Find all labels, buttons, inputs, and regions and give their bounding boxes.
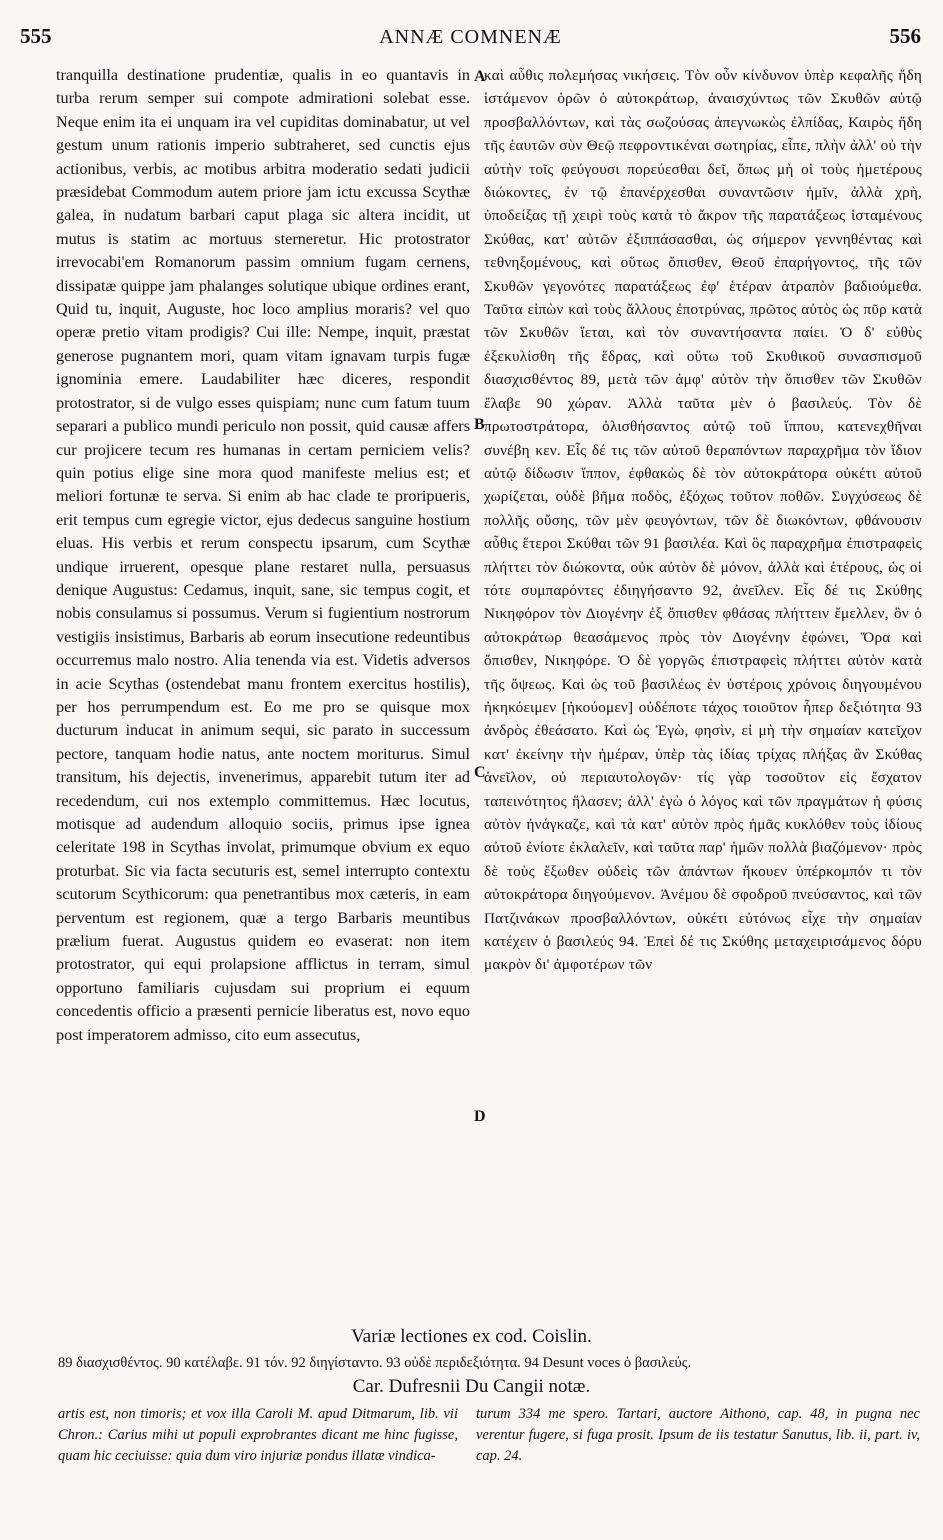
variae-title: Variæ lectiones ex cod. Coislin. [351, 1326, 592, 1347]
marker-a: A [474, 68, 486, 85]
notes-left: artis est, non timoris; et vox illa Caroli M. apud Ditmarum, lib. vii Chron.: Carius mihi ut populi exprobrantes dicant me hinc fugisse, quam hic ceciuisse: quia dum viro injuriæ pondus illatæ vindica- [58, 1406, 458, 1464]
left-page-number: 555 [20, 24, 52, 48]
greek-column [484, 64, 922, 1302]
marker-d: D [474, 1108, 486, 1125]
notes-right: turum 334 me spero. Tartari, auctore Aithono, cap. 48, in pugna nec verentur fugere, si fuga prosit. Ipsum de iis testatur Sanutus, lib. ii, part. iv, cap. 24. [476, 1406, 920, 1464]
marker-c: C [474, 764, 486, 781]
marker-b: B [474, 416, 485, 433]
page-header [20, 24, 921, 58]
right-page-number: 556 [889, 24, 921, 48]
running-title: ANNÆ COMNENÆ [379, 26, 562, 48]
notes-title-text: Car. Dufresnii Du Cangii notæ. [352, 1376, 591, 1397]
latin-text: tranquilla destinatione prudentiæ, qualis in eo quantavis in turba rerum semper sui compote admirationi solebat esse. Neque enim ita ei unquam ira vel cupiditas dominabatur, ut vel gestum unum rationis imperio subtraheret, sed cunctis ejus actionibus, verbis, ac motibus arbitra moderatio sedati judicii præsidebat Commodum autem priore jam ictu excussa Scythæ galea, in nudatum barbari caput plaga sic altera incidit, ut mutus is statim ac mortuus sterneretur. Hic protostrator irrevocabi'em Romanorum passim omnium fugam cernens, dissipatæ quippe jam phalanges solutique ubique ordines erant, Quid tu, inquit, Auguste, hoc loco amplius moraris? vel quo operæ pretio vitam prodigis? Cui ille: Nempe, inquit, præstat generose pugnantem mori, quam vitam ignavam turpis fugæ ignominia emere. Laudabiliter hæc diceres, respondit protostrator, si de vulgo esses quispiam; nunc cum fatum tuum separari a publico mundi periculo non possit, quid causæ affers cur projicere tecum res humanas in certam perniciem velis? quin potius elige sine mora quod manifeste melius est; et meliori fortunæ te serva. Si enim ab hac clade te proripueris, erit tempus cum egregie victor, ejus dedecus sanguine hostium eluas. His verbis et rerum conspectu ipsarum, cum Scythæ undique irruerent, opesque plane restaret nulla, persuasus denique Augustus: Cedamus, inquit, sane, sic tempus cogit, et nobis consulamus si possumus. Verum si fugientium nostrorum vestigiis insistimus, Barbaris ab eorum insecutione redeuntibus occurremus malo nostro. Alia tenenda via est. Videtis adversos in acie Scythas (ostendebat manu frontem exercitus hostilis), per hos perrumpendum est. Eo me pro se quisque mox ducturum inducat in animum sequi, sic parato in successum pectore, tanquam hodie natus, ante noctem moriturus. Simul transitum, his dejectis, invenerimus, apparebit tutum iter ad recedendum, cui nos extemplo committemus. Hæc locutus, motisque ad audendum alloquio sociis, primus ipse ignea celeritate 198 in Scythas involat, primumque obvium ex equo proturbat. Sic via facta secuturis est, semel interrupto contextu scutorum Scythicorum: qua penetrantibus mox cæteris, in eam perventum est regionem, quæ a tergo Barbaris meuntibus prælium fuerat. Augustus quidem eo evaserat: non item protostrator, qui equi prolapsione afflictus in terram, simul opportuno familiaris cujusdam sui proprium ei equum concedentis officio a præsenti pernicie liberatus est, novo equo post imperatorem admisso, cito eum assecutus, [56, 66, 470, 1044]
latin-column [56, 64, 470, 1302]
greek-text: καὶ αὖθις πολεμήσας νικήσεις. Τὸν οὖν κίνδυνον ὑπὲρ κεφαλῆς ἤδη ἱστάμενον ὁρῶν ὁ αὐτοκράτωρ, ἀναισχύντως τῶν Σκυθῶν αὐτῷ προσβαλλόντων, καὶ τὰς σωζούσας ἀπεγνωκὼς ἐλπίδας, Καιρὸς ἤδη τῆς ἑαυτῶν σὺν Θεῷ πεφροντικέναι σωτηρίας, εἶπε, πλὴν ἀλλ' οὐ τὴν αὐτὴν τοῖς φεύγουσι πορεύεσθαι δεῖ, ὅπως μὴ οἱ τοὺς ἡμετέρους διώκοντες, ἐν τῷ ἐπανέρχεσθαι συναντῶσιν ἡμῖν, ἀλλὰ χρὴ, ὑποδείξας τῇ χειρὶ τοὺς κατὰ τὸ ἄκρον τῆς παρατάξεως ἱσταμένους Σκύθας, κατ' αὐτῶν ἐξιππάσασθαι, ὡς σήμερον γεννηθέντας καὶ τεθνηξομένους, καὶ οὕτως ὄπισθεν, Θεοῦ ἐπαρήγοντος, τῆς τῶν Σκυθῶν γεγονότες παρατάξεως ἐφ' ἑτέραν ἀτραπὸν βαδιούμεθα. Ταῦτα εἰπὼν καὶ τοὺς ἄλλους ἐποτρύνας, πρῶτος αὐτὸς ὡς πῦρ κατὰ τῶν Σκυθῶν ἵεται, καὶ τὸν συναντήσαντα παίει. Ὁ δ' εὐθὺς ἐξεκυλίσθη τῆς ἕδρας, καὶ οὕτω τοῦ Σκυθικοῦ συνασπισμοῦ διασχισθέντος 89, μετὰ τῶν ἀμφ' αὐτὸν τὴν ὄπισθεν τῶν Σκυθῶν ἔλαβε 90 χώραν. Ἀλλὰ ταῦτα μὲν ὁ βασιλεύς. Τὸν δὲ πρωτοστράτορα, ὀλισθήσαντος αὐτῷ τοῦ ἵππου, κατενεχθῆναι συνέβη κεν. Εἷς δέ τις τῶν αὐτοῦ θεραπόντων παραχρῆμα τὸν ἴδιον αὐτῷ δίδωσιν ἵππον, ἐφθακὼς δὲ τὸν αὐτοκράτορα οὐκέτι αὐτοῦ χωρίζεται, οὐδὲ βῆμα ποδὸς, ἐξόχως τοῦτον ποθῶν. Συγχύσεως δὲ πολλῆς οὔσης, τῶν μὲν φευγόντων, τῶν δὲ διωκόντων, φθάνουσιν αὖθις ἕτεροι Σκύθαι τῶν 91 βασιλέα. Καὶ ὃς παραχρῆμα ἐπιστραφεὶς πλήττει τὸν διώκοντα, οὐκ αὐτὸν δὲ μόνον, ἀλλὰ καὶ ἑτέρους, ὡς οἱ τότε συμπαρόντες ἐδιηγήσαντο 92, ἀνεῖλεν. Εἷς δέ τις Σκύθης Νικηφόρον τὸν Διογένην ἐξ ὄπισθεν φθάσας πλήττειν ἔμελλεν, ὃν ὁ αὐτοκράτωρ θεασάμενος πρὸς τὸν Διογένην ἐφώνει, Ὅρα καὶ ὄπισθεν, Νικηφόρε. Ὁ δὲ γοργῶς ἐπιστραφεὶς πλήττει αὐτὸν κατὰ τῆς ὄψεως. Καὶ ὡς τοῦ βασιλέως ἐν ὑστέροις χρόνοις διηγουμένου ἠκηκόειμεν [ἠκούομεν] οὐδέποτε τάχος τοιοῦτον ἧπερ δεξιότητα 93 ἀνδρὸς ἐθεάσατο. Καὶ ὡς Ἐγὼ, φησὶν, εἰ μὴ τὴν σημαίαν κατεῖχον κατ' ἐκείνην τὴν ἡμέραν, ὑπὲρ τὰς ἰδίας τρίχας πλήξας ἂν Σκύθας ἀνεῖλον, οὐ περιαυτολογῶν· τίς γὰρ τοσοῦτον εἰς ἔσχατον ταπεινότητος ἥλασεν; ἀλλ' ἐγὼ ὁ λόγος καὶ τῶν πραγμάτων ἡ φύσις αὐτὸν ἠνάγκαζε, καὶ τὰ κατ' αὐτὸν πρὸς ἡμᾶς κυκλόθεν τοὺς ἰδίους αὐτοῦ ἐνίοτε ἐκλαλεῖν, καὶ ταῦτα παρ' ἡμῶν πολλὰ βιαζόμενον· πρὸς δὲ τοὺς ἔξωθεν οὐδεὶς τῶν ἁπάντων ἤκουεν ὑπέρκομπόν τι τὸν αὐτοκράτορα διηγούμενον. Ἀνέμου δὲ σφοδροῦ πνεύσαντος, καὶ τῶν Πατζινάκων προσβαλλόντων, οὐκέτι εὐτόνως εἶχε τὴν σημαίαν κατέχειν ὁ βασιλεύς 94. Ἐπεὶ δέ τις Σκύθης μεταχειρισάμενος δόρυ μακρὸν δι' ἀμφοτέρων τῶν [484, 67, 922, 974]
variae-text: 89 διασχισθέντος. 90 κατέλαβε. 91 τόν. 92 διηγίσταντο. 93 οὐδὲ περιδεξιότητα. 94 Desunt voces ὁ βασιλεύς. [58, 1355, 692, 1371]
notes-title [0, 1376, 943, 1398]
